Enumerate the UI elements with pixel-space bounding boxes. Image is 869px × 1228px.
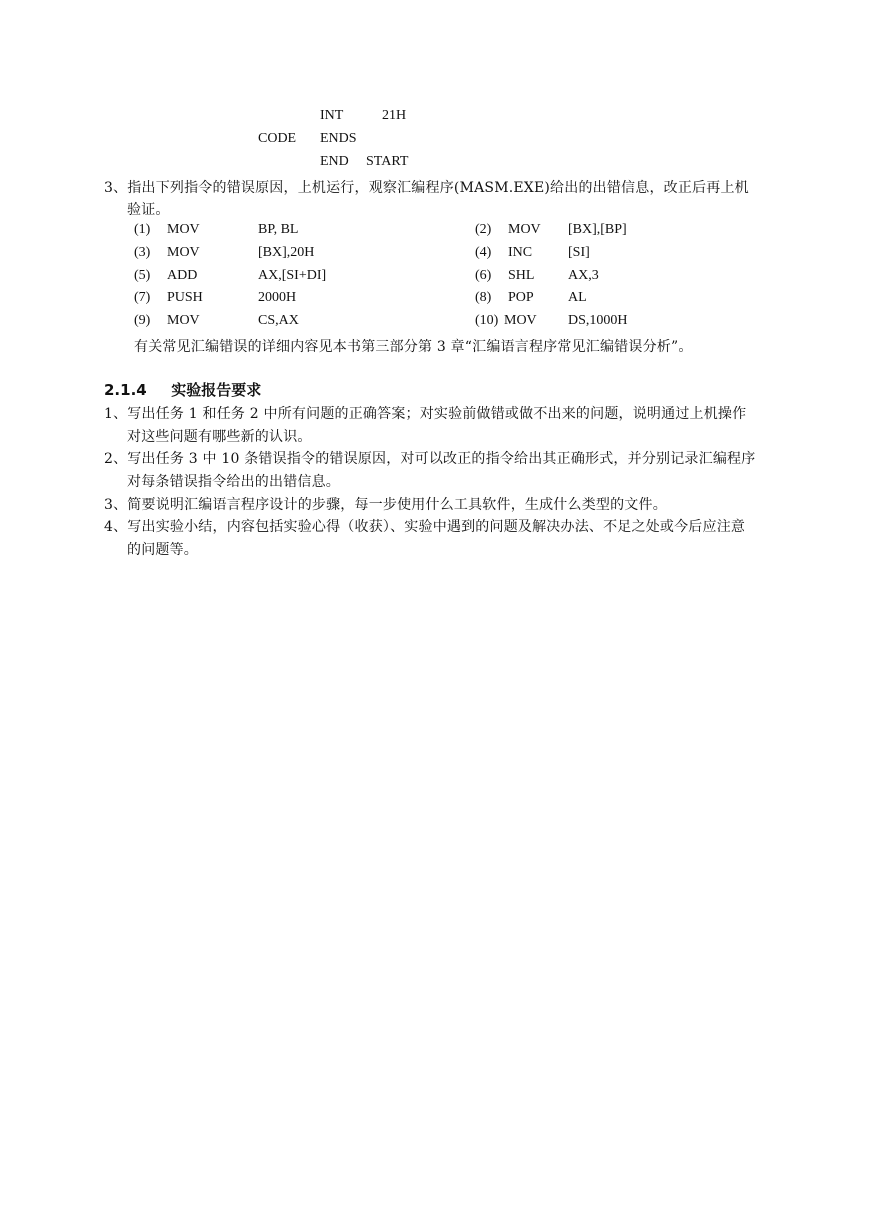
requirement-item: 3、简要说明汇编语言程序设计的步骤，每一步使用什么工具软件，生成什么类型的文件。 <box>104 497 667 513</box>
requirement-item-cont: 的问题等。 <box>127 542 198 558</box>
instruction-opcode: SHL <box>508 268 535 283</box>
instruction-number: (5) <box>134 268 151 283</box>
instruction-number: (7) <box>134 290 151 305</box>
requirement-item-cont: 对每条错误指令给出的出错信息。 <box>127 474 340 490</box>
requirement-item: 4、写出实验小结，内容包括实验心得（收获）、实验中遇到的问题及解决办法、不足之处或今后应注意 <box>104 519 746 535</box>
section-number: 2.1.4 <box>104 381 147 399</box>
instruction-number: (9) <box>134 313 151 328</box>
code-op: INT <box>320 108 344 123</box>
instruction-opcode: MOV <box>508 222 541 237</box>
instruction-opcode: POP <box>508 290 534 305</box>
code-op: END <box>320 154 349 169</box>
section-title: 实验报告要求 <box>171 381 262 399</box>
instruction-number: (3) <box>134 245 151 260</box>
code-op: ENDS <box>320 131 357 146</box>
requirement-item: 1、写出任务 1 和任务 2 中所有问题的正确答案；对实验前做错或做不出来的问题，说明通过上机操作 <box>104 406 747 422</box>
section-heading <box>104 379 261 400</box>
instruction-number: (6) <box>475 268 492 283</box>
code-arg: 21H <box>382 108 407 123</box>
requirement-item: 2、写出任务 3 中 10 条错误指令的错误原因，对可以改正的指令给出其正确形式，并分别记录汇编程序 <box>104 451 756 467</box>
item-3-text-cont: 验证。 <box>127 202 170 218</box>
instruction-operands: CS,AX <box>258 313 299 328</box>
instruction-opcode: MOV <box>167 245 200 260</box>
instruction-opcode: ADD <box>167 268 198 283</box>
instruction-operands: AX,3 <box>568 268 599 283</box>
code-label: CODE <box>258 131 297 146</box>
instruction-number: (10) <box>475 313 499 328</box>
instruction-operands: AL <box>568 290 587 305</box>
note-text: 有关常见汇编错误的详细内容见本书第三部分第 3 章“汇编语言程序常见汇编错误分析”。 <box>134 339 693 355</box>
instruction-operands: [BX],20H <box>258 245 315 260</box>
instruction-operands: 2000H <box>258 290 297 305</box>
instruction-operands: [BX],[BP] <box>568 222 627 237</box>
instruction-opcode: PUSH <box>167 290 203 305</box>
instruction-number: (2) <box>475 222 492 237</box>
code-arg: START <box>366 154 409 169</box>
instruction-number: (4) <box>475 245 492 260</box>
instruction-opcode: MOV <box>504 313 537 328</box>
instruction-operands: [SI] <box>568 245 590 260</box>
instruction-opcode: INC <box>508 245 533 260</box>
instruction-operands: DS,1000H <box>568 313 628 328</box>
instruction-opcode: MOV <box>167 313 200 328</box>
instruction-number: (1) <box>134 222 151 237</box>
item-3-text: 3、指出下列指令的错误原因，上机运行，观察汇编程序(MASM.EXE)给出的出错信息，改正后再上机 <box>104 180 749 196</box>
requirement-item-cont: 对这些问题有哪些新的认识。 <box>127 429 312 445</box>
instruction-operands: BP, BL <box>258 222 299 237</box>
instruction-opcode: MOV <box>167 222 200 237</box>
instruction-number: (8) <box>475 290 492 305</box>
instruction-operands: AX,[SI+DI] <box>258 268 327 283</box>
